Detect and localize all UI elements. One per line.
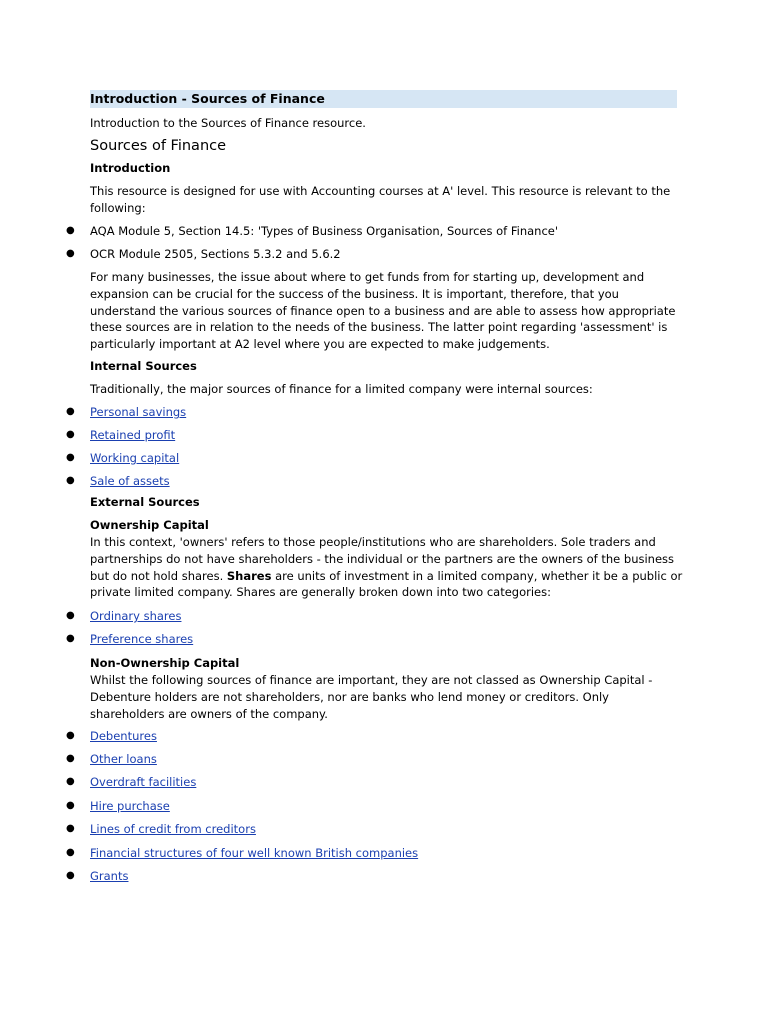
bullet-icon: ● [66, 776, 75, 787]
paragraph-text: are units of investment in a limited company, whether it be a public or [271, 568, 683, 583]
paragraph-text: but do not hold shares. [90, 568, 227, 583]
heading-introduction: Introduction [90, 161, 171, 175]
list-item-ocr-module: OCR Module 2505, Sections 5.3.2 and 5.6.2 [90, 247, 341, 261]
bullet-icon: ● [66, 870, 75, 881]
paragraph-line: For many businesses, the issue about where to get funds from for starting up, development and [90, 270, 645, 284]
intro-paragraph-line: following: [90, 200, 146, 215]
paragraph-line: partnerships do not have shareholders - the individual or the partners are the owners of the business [90, 551, 675, 566]
paragraph-line [90, 568, 683, 585]
link-working-capital[interactable]: Working capital [90, 451, 180, 465]
bullet-icon: ● [66, 610, 75, 621]
heading-ownership-capital: Ownership Capital [90, 518, 209, 532]
link-retained-profit[interactable]: Retained profit [90, 428, 176, 442]
non-ownership-paragraph [90, 672, 680, 722]
heading-external-sources: External Sources [90, 495, 200, 509]
paragraph-line: expansion can be crucial for the success of the business. It is important, therefore, that you [90, 286, 619, 301]
intro-paragraph [90, 183, 680, 217]
link-debentures[interactable]: Debentures [90, 729, 157, 743]
paragraph-line: Debenture holders are not shareholders, nor are banks who lend money or creditors. Only [90, 689, 609, 704]
link-financial-structures[interactable]: Financial structures of four well known British companies [90, 846, 419, 860]
heading-non-ownership-capital: Non-Ownership Capital [90, 656, 240, 670]
link-ordinary-shares[interactable]: Ordinary shares [90, 609, 182, 623]
bullet-icon: ● [66, 475, 75, 486]
shares-term: Shares [226, 568, 272, 583]
intro-line: Introduction to the Sources of Finance resource. [90, 116, 366, 130]
bullet-icon: ● [66, 730, 75, 741]
bullet-icon: ● [66, 800, 75, 811]
link-other-loans[interactable]: Other loans [90, 752, 157, 766]
bullet-icon: ● [66, 248, 75, 259]
bullet-icon: ● [66, 406, 75, 417]
bullet-icon: ● [66, 429, 75, 440]
paragraph-line: In this context, 'owners' refers to those people/institutions who are shareholders. Sole traders and [90, 535, 656, 549]
intro-paragraph-line: This resource is designed for use with Accounting courses at A' level. This resource is relevant to the [90, 184, 671, 198]
paragraph-line: private limited company. Shares are generally broken down into two categories: [90, 585, 551, 600]
bullet-icon: ● [66, 823, 75, 834]
paragraph-line: particularly important at A2 level where you are expected to make judgements. [90, 337, 550, 352]
link-sale-of-assets[interactable]: Sale of assets [90, 474, 170, 488]
heading-sources-of-finance: Sources of Finance [90, 138, 227, 154]
paragraph-line: these sources are in relation to the needs of the business. The latter point regarding 'assessment' is [90, 320, 668, 335]
paragraph-line: shareholders are owners of the company. [90, 706, 328, 721]
link-personal-savings[interactable]: Personal savings [90, 405, 187, 419]
paragraph-line: understand the various sources of finance open to a business and are able to assess how appropriate [90, 303, 676, 318]
heading-internal-sources: Internal Sources [90, 359, 197, 373]
link-grants[interactable]: Grants [90, 869, 129, 883]
link-overdraft-facilities[interactable]: Overdraft facilities [90, 775, 197, 789]
link-lines-of-credit[interactable]: Lines of credit from creditors [90, 822, 256, 836]
link-hire-purchase[interactable]: Hire purchase [90, 799, 170, 813]
link-preference-shares[interactable]: Preference shares [90, 632, 194, 646]
bullet-icon: ● [66, 225, 75, 236]
paragraph-line: Whilst the following sources of finance are important, they are not classed as Ownership Capital - [90, 673, 653, 687]
bullet-icon: ● [66, 633, 75, 644]
list-item-aqa-module: AQA Module 5, Section 14.5: 'Types of Business Organisation, Sources of Finance' [90, 224, 559, 238]
internal-paragraph: Traditionally, the major sources of finance for a limited company were internal sources: [90, 382, 593, 396]
bullet-icon: ● [66, 452, 75, 463]
page-title-bar [90, 90, 677, 108]
page-title: Introduction - Sources of Finance [90, 91, 325, 106]
bullet-icon: ● [66, 847, 75, 858]
bullet-icon: ● [66, 753, 75, 764]
ownership-paragraph [90, 534, 683, 601]
businesses-paragraph [90, 269, 680, 353]
